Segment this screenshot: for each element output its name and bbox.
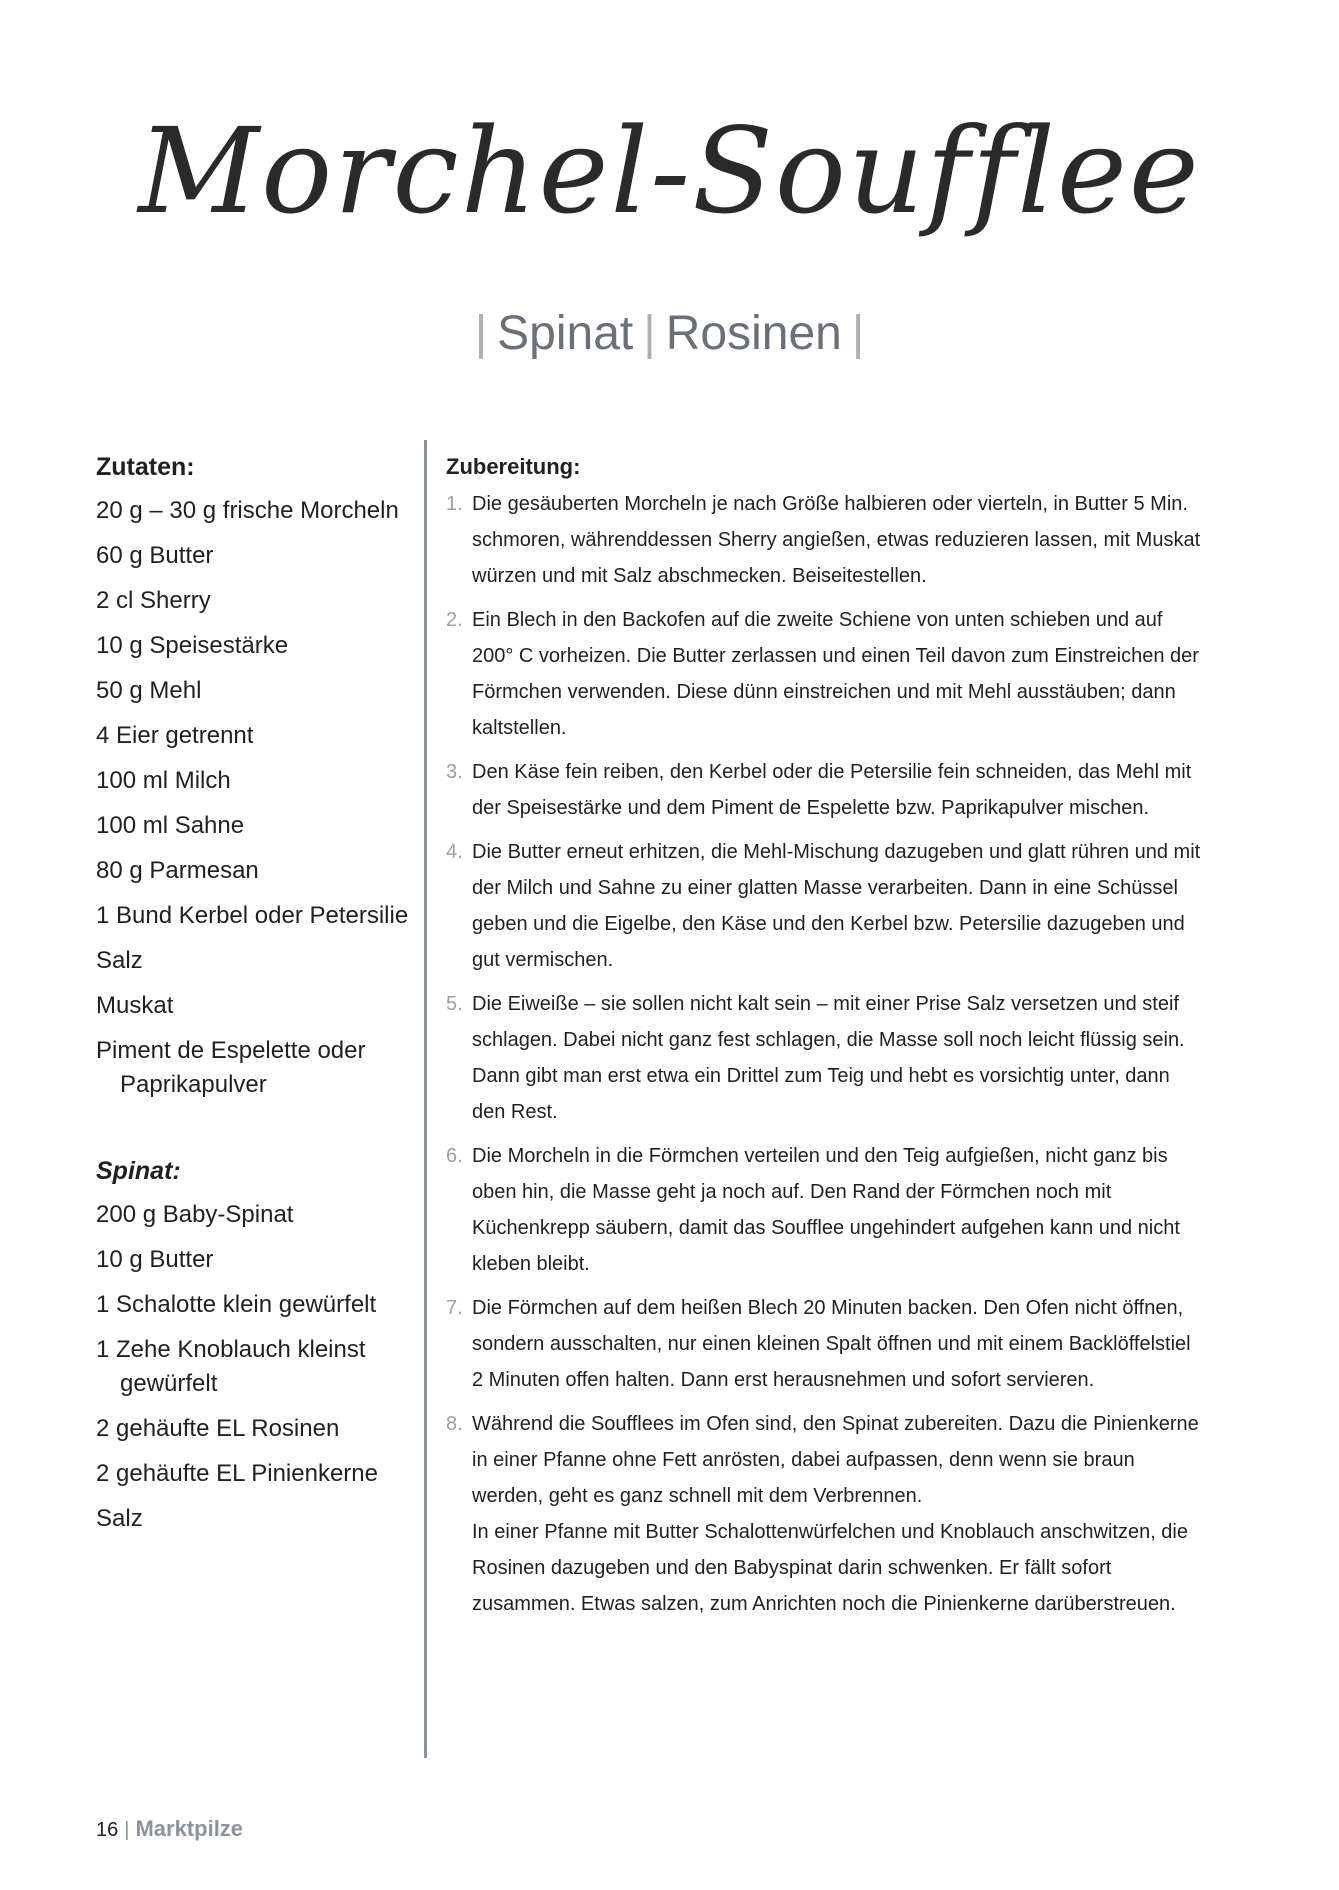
ingredient-item: 50 g Mehl: [96, 677, 202, 704]
step-text-block: [472, 1406, 1206, 1622]
preparation-step: [446, 754, 1206, 826]
ingredient-item: Muskat: [96, 992, 174, 1019]
preparation-step: [446, 834, 1206, 978]
ingredient-item: 10 g Speisestärke: [96, 632, 289, 659]
subtitle-separator: |: [851, 307, 865, 360]
spinat-item: 10 g Butter: [96, 1246, 214, 1273]
subtitle-rosinen: Rosinen: [665, 307, 842, 360]
preparation-column: [446, 450, 1206, 1630]
ingredients-column: [96, 450, 416, 1547]
section-name: Marktpilze: [135, 1816, 244, 1841]
recipe-subtitle: [0, 307, 1339, 360]
spinat-item: 2 gehäufte EL Pinienkerne: [96, 1460, 378, 1487]
ingredient-item: 100 ml Sahne: [96, 812, 245, 839]
step-number: 3.: [446, 761, 463, 783]
subtitle-spinat: Spinat: [497, 307, 634, 360]
footer-separator: |: [124, 1819, 130, 1841]
preparation-step: [446, 986, 1206, 1130]
ingredient-item: 80 g Parmesan: [96, 857, 259, 884]
spinat-item: 200 g Baby-Spinat: [96, 1201, 294, 1228]
spinat-item: Salz: [96, 1505, 143, 1532]
subtitle-separator: |: [643, 307, 656, 360]
preparation-step: [446, 1138, 1206, 1282]
ingredient-item: 2 cl Sherry: [96, 587, 211, 614]
step-text: Ein Blech in den Backofen auf die zweite Schiene von unten schieben und auf 200° C vorheizen. Die Butter zerlassen und einen Teil davon zum Einstreichen der Förmchen verwenden. Diese dünn einstreichen und mit Mehl ausstäuben; dann kaltstellen.: [472, 609, 1199, 739]
spinat-item: 1 Zehe Knoblauch kleinst gewürfelt: [96, 1336, 366, 1397]
spinat-item: 1 Schalotte klein gewürfelt: [96, 1291, 377, 1318]
step-number: 5.: [446, 993, 463, 1015]
step-number: 7.: [446, 1297, 463, 1319]
ingredient-item: 1 Bund Kerbel oder Petersilie: [96, 902, 409, 929]
step-number: 2.: [446, 609, 463, 631]
step-number: 8.: [446, 1413, 463, 1435]
ingredient-item: Piment de Espelette oder Paprikapulver: [96, 1037, 366, 1098]
recipe-title: Morchel-Soufflee: [138, 102, 1201, 240]
step-text: Die Förmchen auf dem heißen Blech 20 Minuten backen. Den Ofen nicht öffnen, sondern ausschalten, nur einen kleinen Spalt öffnen und mit einem Backlöffelstiel 2 Minuten offen halten. Dann erst herausnehmen und sofort servieren.: [472, 1297, 1191, 1391]
ingredient-item: 100 ml Milch: [96, 767, 231, 794]
step-text: Die Morcheln in die Förmchen verteilen und den Teig aufgießen, nicht ganz bis oben hin, die Masse geht ja noch auf. Den Rand der Förmchen noch mit Küchenkrepp säubern, damit das Soufflee ungehindert aufgehen kann und nicht kleben bleibt.: [472, 1145, 1180, 1275]
step-number: 6.: [446, 1145, 463, 1167]
ingredient-item: 20 g – 30 g frische Morcheln: [96, 497, 399, 524]
ingredients-heading: Zutaten:: [96, 453, 195, 481]
step-number: 1.: [446, 493, 463, 515]
step-text: Die Eiweiße – sie sollen nicht kalt sein – mit einer Prise Salz versetzen und steif schlagen. Dabei nicht ganz fest schlagen, die Masse soll noch leicht flüssig sein. Dann gibt man erst etwa ein Drittel zum Teig und hebt es vorsichtig unter, dann den Rest.: [472, 993, 1185, 1123]
step-text: Die gesäuberten Morcheln je nach Größe halbieren oder vierteln, in Butter 5 Min. schmoren, währenddessen Sherry angießen, etwas reduzieren lassen, mit Muskat würzen und mit Salz abschmecken. Beiseitestellen.: [472, 493, 1201, 587]
subtitle-separator: |: [474, 307, 488, 360]
preparation-step: [446, 1406, 1206, 1622]
preparation-step: [446, 486, 1206, 594]
ingredient-item: Salz: [96, 947, 143, 974]
page-footer: [96, 1815, 243, 1844]
step-number: 4.: [446, 841, 463, 863]
preparation-step: [446, 602, 1206, 746]
ingredient-item: 4 Eier getrennt: [96, 722, 254, 749]
spinat-item: 2 gehäufte EL Rosinen: [96, 1415, 340, 1442]
spinat-heading: Spinat:: [96, 1157, 181, 1185]
step-text: Den Käse fein reiben, den Kerbel oder die Petersilie fein schneiden, das Mehl mit der Speisestärke und dem Piment de Espelette bzw. Paprikapulver mischen.: [472, 761, 1192, 819]
preparation-step: [446, 1290, 1206, 1398]
step-text: Die Butter erneut erhitzen, die Mehl-Mischung dazugeben und glatt rühren und mit der Milch und Sahne zu einer glatten Masse verarbeiten. Dann in eine Schüssel geben und die Eigelbe, den Käse und den Kerbel bzw. Petersilie dazugeben und gut vermischen.: [472, 841, 1201, 971]
step-text-continued: In einer Pfanne mit Butter Schalottenwürfelchen und Knoblauch anschwitzen, die Rosinen dazugeben und den Babyspinat darin schwenken. Er fällt sofort zusammen. Etwas salzen, zum Anrichten noch die Pinienkerne darüberstreuen.: [472, 1521, 1188, 1615]
column-divider: [424, 440, 427, 1758]
page-number: 16: [96, 1819, 119, 1841]
preparation-heading: Zubereitung:: [446, 454, 581, 479]
ingredient-item: 60 g Butter: [96, 542, 214, 569]
step-text: Während die Soufflees im Ofen sind, den Spinat zubereiten. Dazu die Pinienkerne in einer Pfanne ohne Fett anrösten, dabei aufpassen, denn wenn sie braun werden, geht es ganz schnell mit dem Verbrennen.: [472, 1413, 1199, 1507]
